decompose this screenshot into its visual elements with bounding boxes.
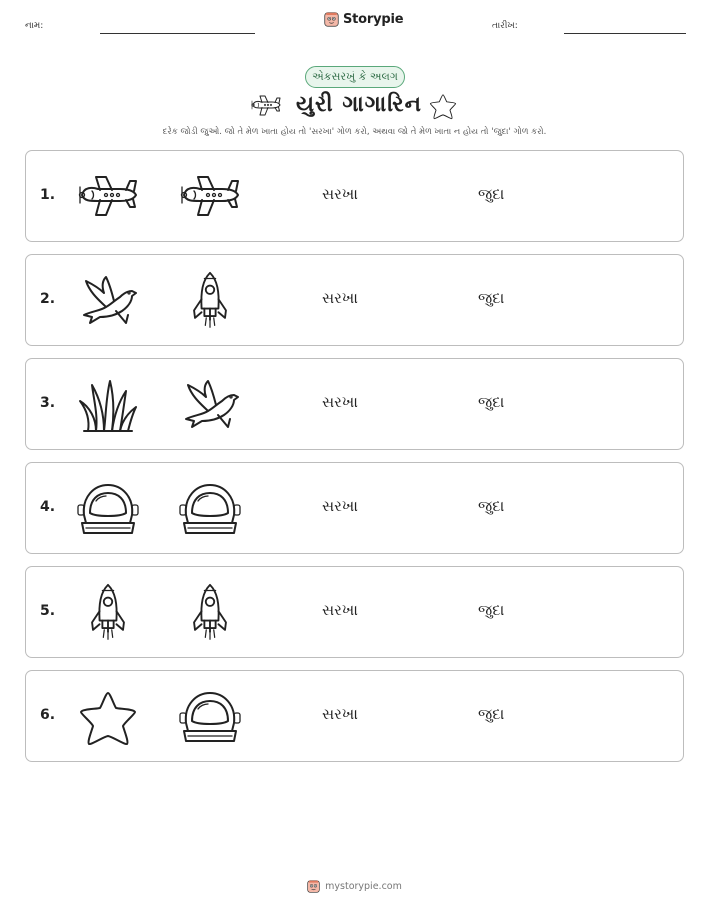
grass-icon [76, 375, 140, 435]
worksheet-header [0, 0, 709, 40]
option-different[interactable]: જુદા [478, 601, 505, 619]
name-field-line[interactable] [100, 33, 255, 34]
astronaut-helmet-icon [178, 687, 242, 747]
option-same[interactable]: સરખા [322, 185, 358, 203]
star-icon [76, 687, 140, 747]
question-number: 6. [40, 707, 56, 723]
rocket-icon [76, 583, 140, 643]
option-same[interactable]: સરખા [322, 705, 358, 723]
storypie-logo-icon [324, 12, 339, 27]
astronaut-helmet-icon [178, 479, 242, 539]
question-row-6 [25, 670, 684, 762]
question-row-1 [25, 150, 684, 242]
star-icon [428, 92, 458, 120]
question-row-2 [25, 254, 684, 346]
airplane-icon [178, 167, 242, 227]
title-row [0, 90, 709, 124]
question-row-3 [25, 358, 684, 450]
option-different[interactable]: જુદા [478, 393, 505, 411]
rocket-icon [178, 583, 242, 643]
option-same[interactable]: સરખા [322, 289, 358, 307]
brand-logo [324, 12, 403, 27]
airplane-icon [250, 94, 282, 118]
question-row-5 [25, 566, 684, 658]
footer-site[interactable]: mystorypie.com [325, 881, 402, 892]
instructions-text: દરેક જોડી જુઓ. જો તે મેળ ખાતા હોય તો 'સરખા' ગોળ કરો, અથવા જો તે મેળ ખાતા ન હોય તો 'જુદા' ગોળ કરો. [162, 127, 547, 137]
date-field-line[interactable] [564, 33, 686, 34]
option-same[interactable]: સરખા [322, 393, 358, 411]
bird-icon [76, 271, 140, 331]
option-different[interactable]: જુદા [478, 705, 505, 723]
astronaut-helmet-icon [76, 479, 140, 539]
question-number: 2. [40, 291, 56, 307]
question-number: 3. [40, 395, 56, 411]
option-same[interactable]: સરખા [322, 497, 358, 515]
question-number: 4. [40, 499, 56, 515]
question-number: 1. [40, 187, 56, 203]
page-title: યુરી ગાગારિન [296, 92, 422, 117]
rocket-icon [178, 271, 242, 331]
footer [0, 880, 709, 893]
airplane-icon [76, 167, 140, 227]
name-label: નામ: [25, 21, 44, 31]
option-different[interactable]: જુદા [478, 497, 505, 515]
option-different[interactable]: જુદા [478, 185, 505, 203]
worksheet-type-badge: એકસરખું કે અલગ [305, 66, 405, 88]
question-row-4 [25, 462, 684, 554]
date-label: તારીખ: [492, 21, 518, 31]
storypie-logo-icon [307, 880, 320, 893]
option-same[interactable]: સરખા [322, 601, 358, 619]
bird-icon [178, 375, 242, 435]
brand-name: Storypie [343, 12, 404, 27]
question-number: 5. [40, 603, 56, 619]
option-different[interactable]: જુદા [478, 289, 505, 307]
